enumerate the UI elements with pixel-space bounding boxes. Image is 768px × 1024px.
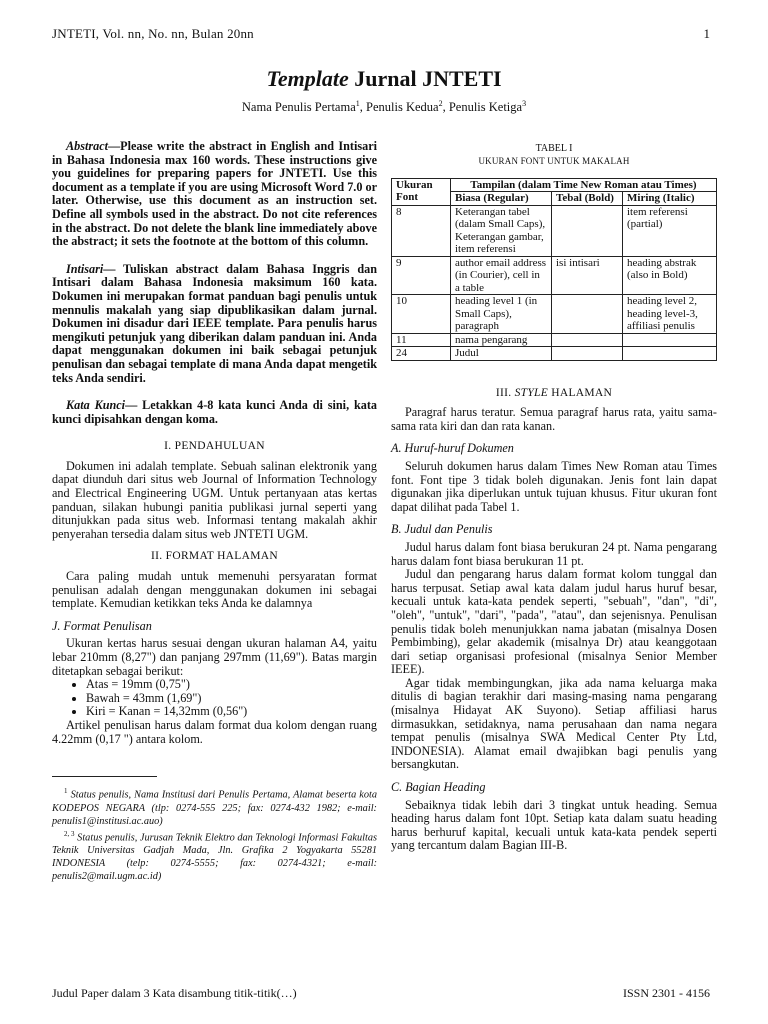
author-sep: ,: [359, 100, 367, 115]
table-row: [392, 205, 717, 256]
cell-bold: isi intisari: [552, 256, 623, 295]
section-3-rest: HALAMAN: [548, 386, 613, 399]
cell-size: 24: [392, 347, 451, 361]
abstract-text: —Please write the abstract in English and Intisari in Bahasa Indonesia max 160 words. These instructions give you guidelines for preparing papers for JNTETI. Use this document as a template if you are using Microsoft Word 7.0 or later. Otherwise, use this document as an instruction set. Define all symbols used in the abstract. Do not cite references in the abstract. Do not delete the blank line immediately above the abstract; it sets the footnote at the bottom of this column.: [52, 139, 377, 249]
subsection-j-paragraph-2: Artikel penulisan harus dalam format dua kolom dengan ruang 4.22mm (0,17 ") antara kolom.: [52, 717, 377, 746]
table-subcaption: UKURAN FONT UNTUK MAKALAH: [478, 156, 630, 166]
author-3-sup: 3: [522, 99, 527, 108]
keywords-paragraph: [52, 399, 377, 426]
subsection-b-paragraph-1: Judul harus dalam font biasa berukuran 24 pt. Nama pengarang harus dalam font biasa berukuran 11 pt.: [391, 539, 717, 568]
keywords-lead: Kata Kunci: [66, 398, 126, 413]
footnote-1: [52, 785, 377, 827]
intisari-lead: Intisari: [66, 261, 104, 276]
footnote-2-sup: 2, 3: [64, 829, 75, 838]
cell-regular: nama pengarang: [451, 333, 552, 347]
author-2-sup: 2: [438, 99, 443, 108]
section-1-heading: I. PENDAHULUAN: [164, 440, 265, 453]
subsection-a-paragraph: Seluruh dokumen harus dalam Times New Roman atau Times font. Font tipe 3 tidak boleh digunakan. Jenis font lain dapat digunakan jika diperlukan untuk tujuan khusus. Fitur ukuran font dapat dilihat pada Tabel 1.: [391, 458, 717, 514]
right-column: [391, 140, 717, 853]
section-1-paragraph: Dokumen ini adalah template. Sebuah salinan elektronik yang dapat diunduh dari situs web Journal of Information Technology and Electrical Engineering UGM. Untuk pertanyaan atas kertas panduan, silakan hubungi panitia publikasi jurnal seperti yang ditunjukkan pada situs web. Informasi tentang makalah akhir penyerahan tersedia dalam situs web JNTETI UGM.: [52, 458, 377, 541]
cell-regular: Judul: [451, 347, 552, 361]
section-3-num: III.: [495, 386, 515, 399]
cell-italic: [623, 347, 717, 361]
cell-size: 11: [392, 333, 451, 347]
margin-list: [52, 678, 377, 719]
header-span: Tampilan (dalam Time New Roman atau Times): [451, 178, 717, 192]
header-italic: Miring (Italic): [623, 192, 717, 206]
author-3: Penulis Ketiga: [448, 100, 523, 115]
subsection-b-paragraph-2: Judul dan pengarang harus dalam format kolom tunggal dan harus terpusat. Setiap awal kata dalam judul harus huruf besar, kecuali untuk kata-kata pendek seperti, "sebuah", "dan", "di", "oleh", "untuk", "dari", "pada", "atau", dan sejenisnya. Penulisan penulis tidak boleh menunjukkan nama jabatan (misalnya Dosen Pembimbing), gelar akademik (misalnya Dr) atau keanggotaan dari setiap organisasi profesional (misalnya Senior Member IEEE).: [391, 567, 717, 677]
table-row: [392, 347, 717, 361]
page-number: 1: [703, 26, 710, 41]
section-3-heading: [391, 387, 717, 401]
list-item: • Kiri = Kanan = 14,32mm (0,56"): [86, 705, 377, 719]
subsection-b-heading: B. Judul dan Penulis: [391, 522, 493, 537]
left-column: [52, 140, 377, 883]
cell-italic: heading abstrak (also in Bold): [623, 256, 717, 295]
subsection-a-heading: A. Huruf-huruf Dokumen: [391, 441, 514, 456]
footnote-2-text: Status penulis, Jurusan Teknik Elektro dan Teknologi Informasi Fakultas Teknik Universitas Gadjah Mada, Jln. Grafika 2 Yogyakarta 55281 INDONESIA (telp: 0274-5555; fax: 0274-4321; e-mail: penulis2@mail.ugm.ac.id): [52, 832, 377, 882]
table-row: [392, 256, 717, 295]
subsection-j-heading: J. Format Penulisan: [52, 618, 152, 633]
footer-issn: ISSN 2301 - 4156: [622, 986, 710, 1000]
cell-regular: Keterangan tabel (dalam Small Caps), Keterangan gambar, item referensi: [451, 205, 552, 256]
author-2: Penulis Kedua: [366, 100, 439, 115]
intisari-paragraph: [52, 263, 377, 385]
footnote-1-sup: 1: [64, 787, 68, 796]
cell-italic: [623, 333, 717, 347]
author-1-sup: 1: [355, 99, 360, 108]
cell-size: 10: [392, 295, 451, 334]
cell-bold: [552, 333, 623, 347]
section-2-heading: II. FORMAT HALAMAN: [151, 550, 278, 563]
subsection-c-heading: C. Bagian Heading: [391, 780, 486, 795]
header-regular: Biasa (Regular): [451, 192, 552, 206]
footer-title: Judul Paper dalam 3 Kata disambung titik-titik(…): [52, 986, 297, 1000]
cell-size: 9: [392, 256, 451, 295]
cell-bold: [552, 347, 623, 361]
abstract-lead: Abstract: [66, 139, 108, 153]
table-caption: TABEL I: [535, 143, 573, 154]
footnote-1-text: Status penulis, Nama Institusi dari Penulis Pertama, Alamat beserta kota KODEPOS NEGARA (tlp: 0274-555 225; fax: 0274-432 1982; e-mail: penulis1@institusi.ac.auo): [52, 789, 377, 827]
section-3-italic: STYLE: [514, 386, 549, 399]
cell-italic: item referensi (partial): [623, 205, 717, 256]
subsection-c-paragraph: Sebaiknya tidak lebih dari 3 tingkat untuk heading. Semua heading harus dalam font 10pt. Setiap kata dalam suatu heading harus berhuruf kapital, kecuali untuk kata-kata pendek seperti yang tercantum dalam Bagian III-B.: [391, 797, 717, 853]
author-1: Nama Penulis Pertama: [241, 100, 356, 115]
title-italic: Template: [266, 66, 349, 91]
running-header: JNTETI, Vol. nn, No. nn, Bulan 20nn: [52, 26, 254, 41]
section-2-paragraph: Cara paling mudah untuk memenuhi persyaratan format penulisan adalah dengan menggunakan dokumen ini sebagai template. Kemudian ketikkan teks Anda ke dalamnya: [52, 569, 377, 611]
table-header-row: [392, 178, 717, 192]
author-sep: ,: [442, 100, 449, 115]
list-item: • Bawah = 43mm (1,69"): [86, 692, 377, 706]
intisari-text: — Tuliskan abstract dalam Bahasa Inggris dan Intisari dalam Bahasa Indonesia maksimum 160 kata. Dokumen ini merupakan format panduan bagi penulis untuk mennulis makalah yang siap dipublikasikan dalam jurnal. Dokumen ini disadur dari IEEE template. Para penulis harus mengikuti petunjuk yang diberikan dalam panduan ini. Anda dapat menggunakan dokumen ini baik sebagai petunjuk penulisan dan sebagai template di mana Anda dapat mengetik teks Anda sendiri.: [52, 261, 377, 385]
footnote-2: [52, 828, 377, 883]
section-3-paragraph: Paragraf harus teratur. Semua paragraf harus rata, yaitu sama-sama rata kiri dan dan rata kanan.: [391, 405, 717, 433]
paper-title: [0, 66, 768, 92]
table-row: [392, 333, 717, 347]
abstract-paragraph: [52, 140, 377, 249]
cell-bold: [552, 205, 623, 256]
header-bold: Tebal (Bold): [552, 192, 623, 206]
cell-italic: heading level 2, heading level-3, affiliasi penulis: [623, 295, 717, 334]
cell-size: 8: [392, 205, 451, 256]
title-rest: Jurnal JNTETI: [348, 66, 502, 91]
subsection-b-paragraph-3: Agar tidak membingungkan, jika ada nama keluarga maka ditulis di bagian terakhir dari masing-masing nama pengarang (misalnya Hidayat AK Suyono). Setiap affiliasi harus dirmasukkan, setidaknya, nama perusahaan dan nama negara tempat penulis (misalnya SWA Medical Center Pty Ltd, INDONESIA). Alamat email dwajibkan bagi penulis yang bersangkutan.: [391, 675, 717, 772]
header-size: Ukuran Font: [392, 178, 451, 205]
cell-bold: [552, 295, 623, 334]
subsection-j-paragraph: Ukuran kertas harus sesuai dengan ukuran halaman A4, yaitu lebar 210mm (8,27") dan panjang 297mm (11,69"). Batas margin ditetapkan sebagai berikut:: [52, 636, 377, 678]
keywords-text: — Letakkan 4-8 kata kunci Anda di sini, kata kunci dipisahkan dengan koma.: [52, 398, 378, 426]
footnote-rule: [52, 776, 157, 777]
cell-regular: heading level 1 (in Small Caps), paragraph: [451, 295, 552, 334]
cell-regular: author email address (in Courier), cell in a table: [451, 256, 552, 295]
font-size-table: [391, 178, 717, 361]
table-row: [392, 295, 717, 334]
list-item: • Atas = 19mm (0,75"): [86, 678, 377, 692]
author-list: [0, 99, 768, 115]
